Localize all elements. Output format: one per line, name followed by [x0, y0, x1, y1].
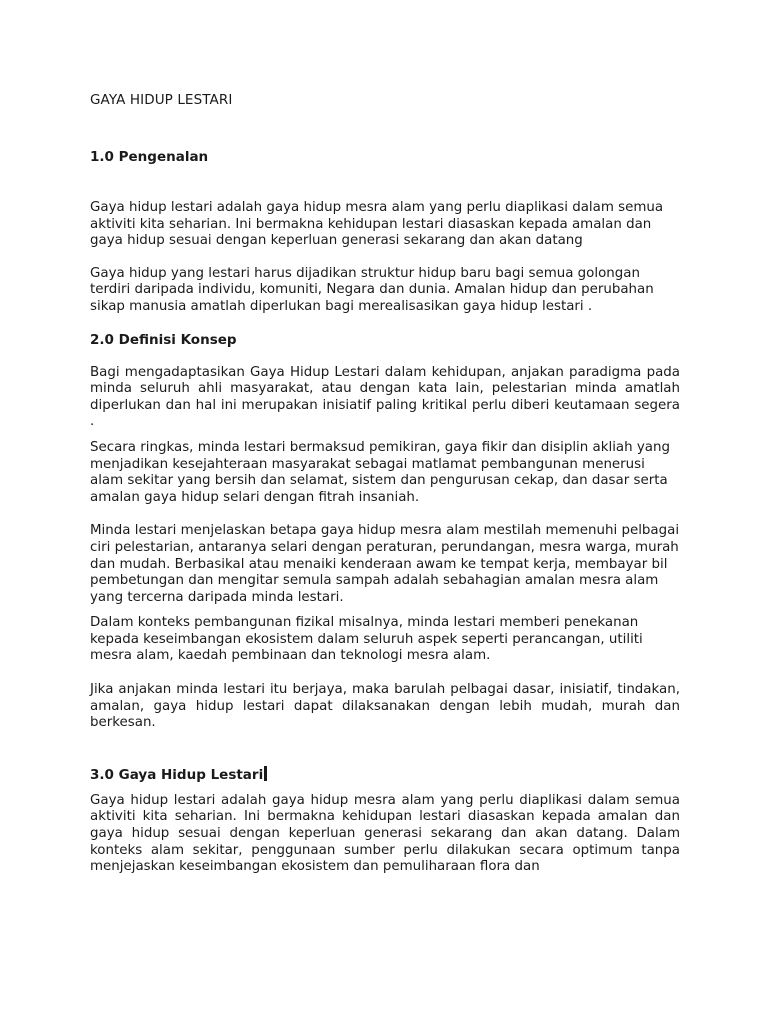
paragraph: Gaya hidup lestari adalah gaya hidup mesra alam yang perlu diaplikasi dalam semua aktiviti kita seharian. Ini bermakna kehidupan lestari diasaskan kepada amalan dan gaya hidup sesuai dengan keperluan generasi sekarang dan akan datang. Dalam konteks alam sekitar, penggunaan sumber perlu dilakukan secara optimum tanpa menjejaskan keseimbangan ekosistem dan pemuliharaan flora dan — [90, 792, 680, 875]
section-heading-gaya-hidup-lestari — [90, 766, 680, 784]
paragraph: Secara ringkas, minda lestari bermaksud pemikiran, gaya fikir dan disiplin akliah yang menjadikan kesejahteraan masyarakat sebagai matlamat pembangunan menerusi alam sekitar yang bersih dan selamat, sistem dan pengurusan cekap, dan dasar serta amalan gaya hidup selari dengan fitrah insaniah. — [90, 439, 670, 505]
paragraph: Dalam konteks pembangunan fizikal misalnya, minda lestari memberi penekanan kepada keseimbangan ekosistem dalam seluruh aspek seperti perancangan, utiliti mesra alam, kaedah pembinaan dan teknologi mesra alam. — [90, 615, 643, 664]
paragraph: Bagi mengadaptasikan Gaya Hidup Lestari dalam kehidupan, anjakan paradigma pada minda seluruh ahli masyarakat, atau dengan kata lain, pelestarian minda amatlah diperlukan dan hal ini merupakan inisiatif paling kritikal perlu diberi keutamaan segera . — [90, 364, 680, 430]
text-cursor — [264, 766, 267, 781]
paragraph: Gaya hidup lestari adalah gaya hidup mesra alam yang perlu diaplikasi dalam semua aktiviti kita seharian. Ini bermakna kehidupan lestari diasaskan kepada amalan dan gaya hidup sesuai dengan keperluan generasi sekarang dan akan datang — [90, 200, 664, 249]
section-heading-text: 3.0 Gaya Hidup Lestari — [90, 766, 264, 783]
section-heading-definisi-konsep: 2.0 Definisi Konsep — [90, 331, 237, 348]
document-title: GAYA HIDUP LESTARI — [90, 92, 233, 108]
section-heading-pengenalan: 1.0 Pengenalan — [90, 149, 209, 165]
paragraph: Jika anjakan minda lestari itu berjaya, maka barulah pelbagai dasar, inisiatif, tindakan, amalan, gaya hidup lestari dapat dilaksanakan dengan lebih mudah, murah dan berkesan. — [90, 682, 680, 731]
document-body[interactable] — [90, 92, 680, 876]
paragraph: Gaya hidup yang lestari harus dijadikan struktur hidup baru bagi semua golongan terdiri daripada individu, komuniti, Negara dan dunia. Amalan hidup dan perubahan sikap manusia amatlah diperlukan bagi merealisasikan gaya hidup lestari . — [90, 265, 654, 314]
paragraph: Minda lestari menjelaskan betapa gaya hidup mesra alam mestilah memenuhi pelbagai ciri pelestarian, antaranya selari dengan peraturan, perundangan, mesra warga, murah dan mudah. Berbasikal atau menaiki kenderaan awam ke tempat kerja, membayar bil pembetungan dan mengitar semula sampah adalah sebahagian amalan mesra alam yang tercerna daripada minda lestari. — [90, 523, 680, 605]
